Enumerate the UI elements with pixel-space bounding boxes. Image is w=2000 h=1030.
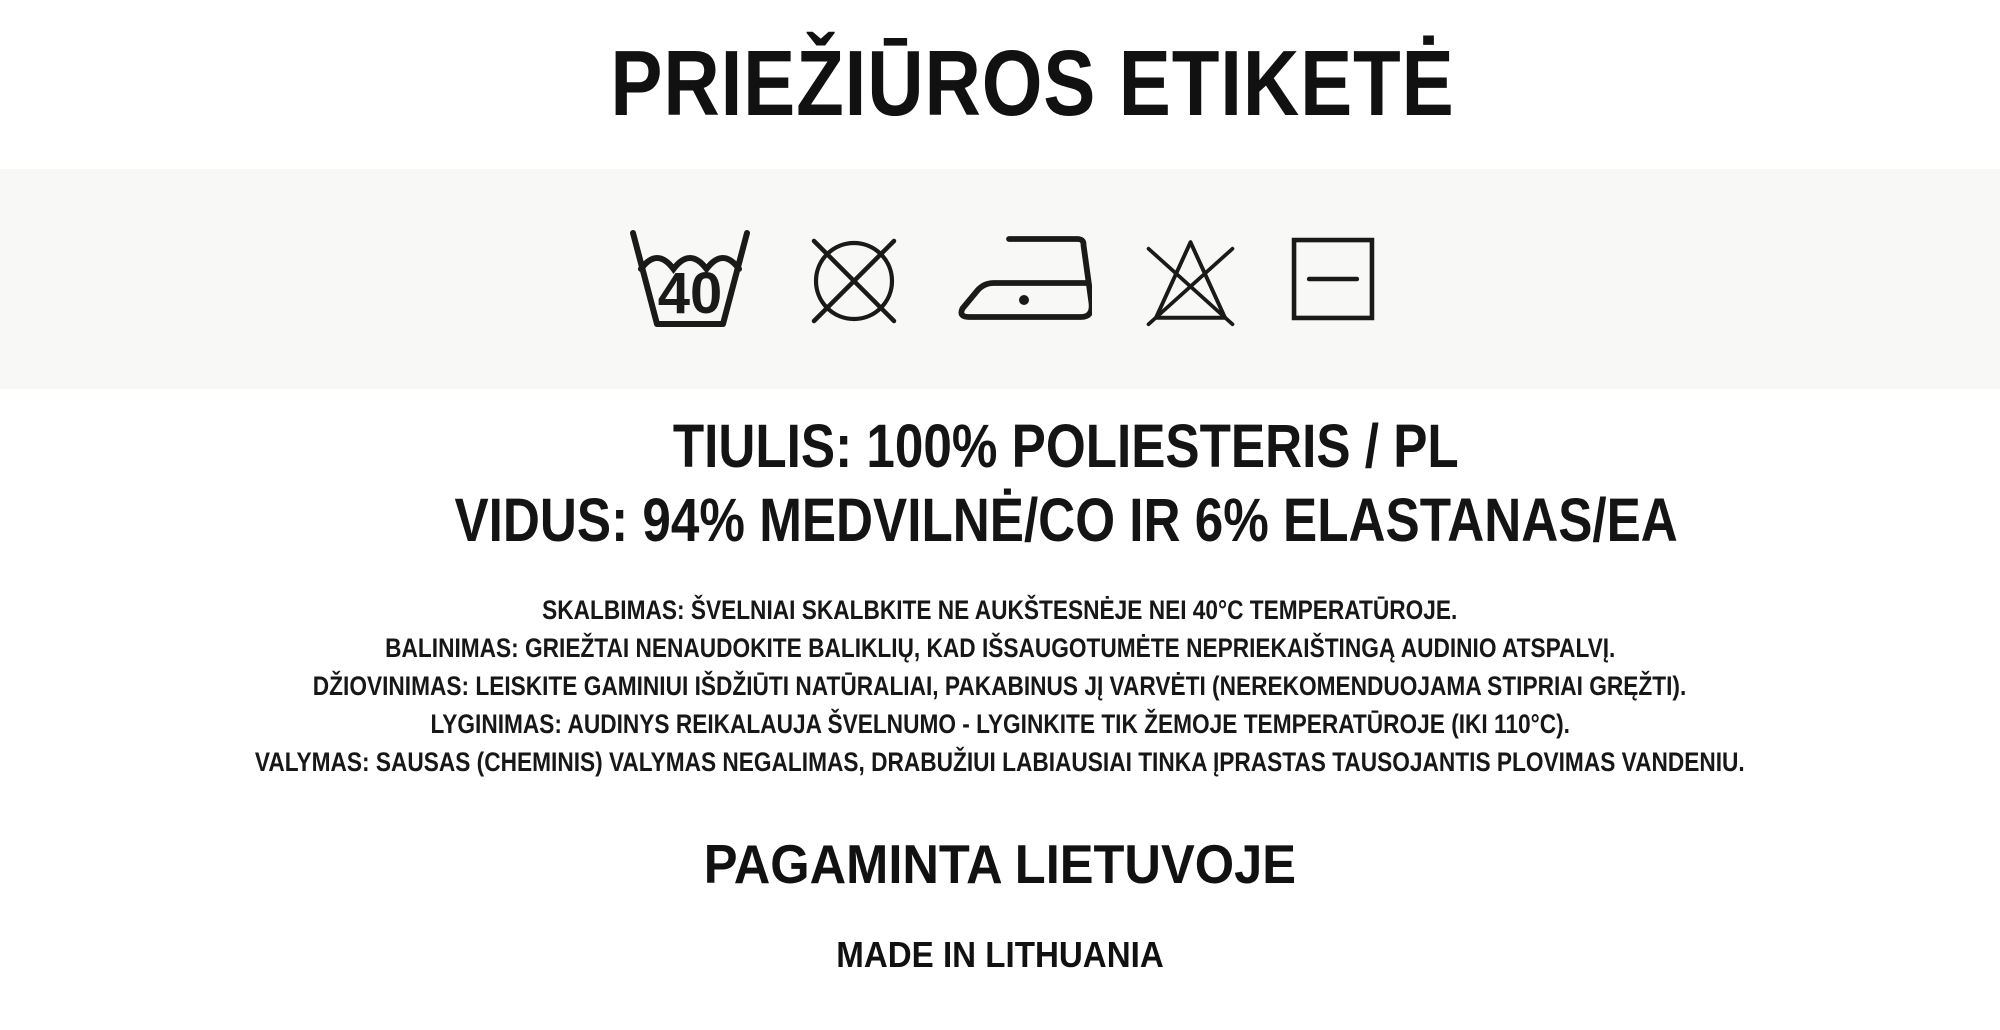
made-in-english-heading: [0, 933, 2000, 977]
page-title-text: PRIEŽIŪROS ETIKETĖ: [609, 31, 1455, 135]
instruction-line-washing: [0, 591, 2000, 629]
instruction-line-drying: [0, 667, 2000, 705]
iron-one-dot-icon: [952, 233, 1092, 325]
page-title: [32, 30, 2000, 137]
instruction-line-cleaning: [0, 743, 2000, 781]
do-not-bleach-icon: [1142, 231, 1239, 328]
made-in-english-text: MADE IN LITHUANIA: [836, 934, 1164, 975]
composition-line-inside: [66, 483, 2000, 557]
instruction-line-ironing-text: LYGINIMAS: AUDINYS REIKALAUJA ŠVELNUMO - LYGINKITE TIK ŽEMOJE TEMPERATŪROJE (IKI 110°C).: [430, 709, 1570, 739]
composition-line-tulle: [66, 409, 2000, 483]
made-in-lithuanian-text: PAGAMINTA LIETUVOJE: [703, 833, 1297, 895]
instruction-line-bleaching: [0, 629, 2000, 667]
wash-temperature-label: 40: [657, 261, 722, 326]
instruction-line-cleaning-text: VALYMAS: SAUSAS (CHEMINIS) VALYMAS NEGALIMAS, DRABUŽIUI LABIAUSIAI TINKA ĮPRASTAS TAUSOJANTIS PLOVIMAS VANDENIU.: [255, 747, 1745, 777]
do-not-dry-clean-icon: [806, 231, 902, 327]
wash-tub-40-icon: [624, 229, 756, 329]
care-instructions-section: [0, 591, 2000, 781]
instruction-line-ironing: [0, 705, 2000, 743]
instruction-line-washing-text: SKALBIMAS: ŠVELNIAI SKALBKITE NE AUKŠTESNĖJE NEI 40°C TEMPERATŪROJE.: [542, 595, 1458, 625]
composition-line-inside-text: VIDUS: 94% MEDVILNĖ/CO IR 6% ELASTANAS/EA: [454, 486, 1678, 554]
composition-section: [66, 409, 2000, 557]
care-symbols-band: [0, 169, 2000, 389]
composition-line-tulle-text: TIULIS: 100% POLIESTERIS / PL: [673, 412, 1459, 480]
instruction-line-drying-text: DŽIOVINIMAS: LEISKITE GAMINIUI IŠDŽIŪTI NATŪRALIAI, PAKABINUS JĮ VARVĖTI (NEREKOMENDUOJAMA STIPRIAI GRĘŽTI).: [313, 671, 1687, 701]
instruction-line-bleaching-text: BALINIMAS: GRIEŽTAI NENAUDOKITE BALIKLIŲ, KAD IŠSAUGOTUMĖTE NEPRIEKAIŠTINGĄ AUDINIO ATSPALVĮ.: [384, 633, 1616, 663]
care-label-page: [0, 30, 2000, 1030]
made-in-lithuanian-heading: [0, 831, 2000, 897]
dry-flat-icon: [1289, 235, 1377, 323]
